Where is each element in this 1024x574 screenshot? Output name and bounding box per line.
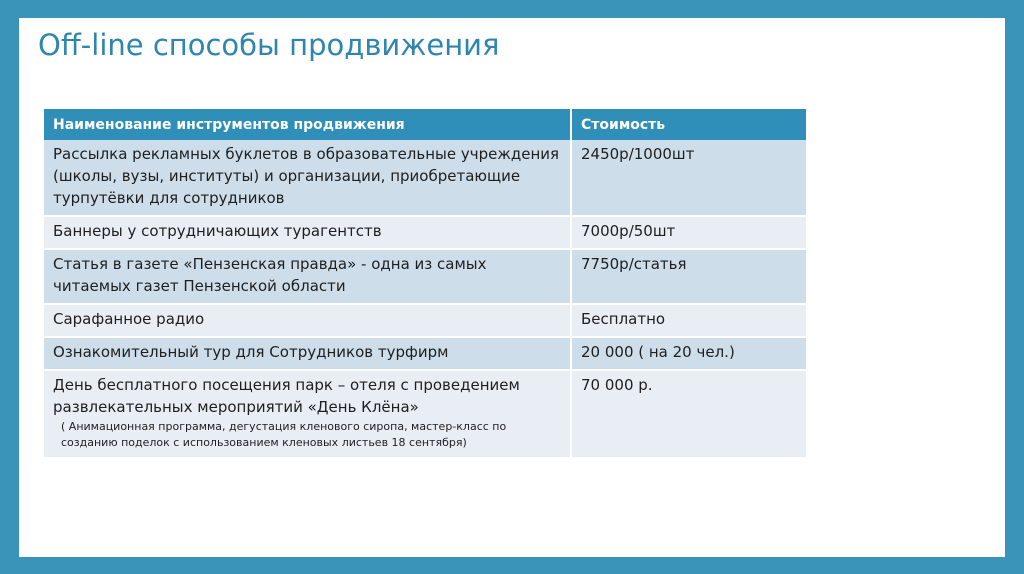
row-note: ( Анимационная программа, дегустация кленового сиропа, мастер-класс по созданию поделок с использованием кленовых листьев 18 сентября) [61, 420, 507, 449]
header-name: Наименование инструментов продвижения [44, 109, 571, 140]
row-cost: 7000р/50шт [571, 216, 806, 249]
row-name: Ознакомительный тур для Сотрудников турфирм [44, 337, 571, 370]
row-name-cell [44, 370, 571, 457]
slide-title: Off-line способы продвижения [38, 28, 500, 62]
table-row [44, 216, 806, 249]
row-cost: 7750р/статья [571, 249, 806, 304]
table-row [44, 140, 806, 216]
row-cost: 20 000 ( на 20 чел.) [571, 337, 806, 370]
promotion-table [44, 109, 806, 457]
row-name: День бесплатного посещения парк – отеля с проведением развлекательных мероприятий «День Клёна» [53, 376, 520, 416]
row-cost: 70 000 р. [571, 370, 806, 457]
row-cost: 2450р/1000шт [571, 140, 806, 216]
table-row [44, 370, 806, 457]
table-row [44, 249, 806, 304]
row-cost: Бесплатно [571, 304, 806, 337]
slide [19, 18, 1005, 557]
row-name: Баннеры у сотрудничающих турагентств [44, 216, 571, 249]
table-header-row [44, 109, 806, 140]
table-row [44, 304, 806, 337]
row-name: Рассылка рекламных буклетов в образовательные учреждения (школы, вузы, институты) и организации, приобретающие турпутёвки для сотрудников [44, 140, 571, 216]
row-name: Статья в газете «Пензенская правда» - одна из самых читаемых газет Пензенской области [44, 249, 571, 304]
table-row [44, 337, 806, 370]
header-cost: Стоимость [571, 109, 806, 140]
row-name: Сарафанное радио [44, 304, 571, 337]
